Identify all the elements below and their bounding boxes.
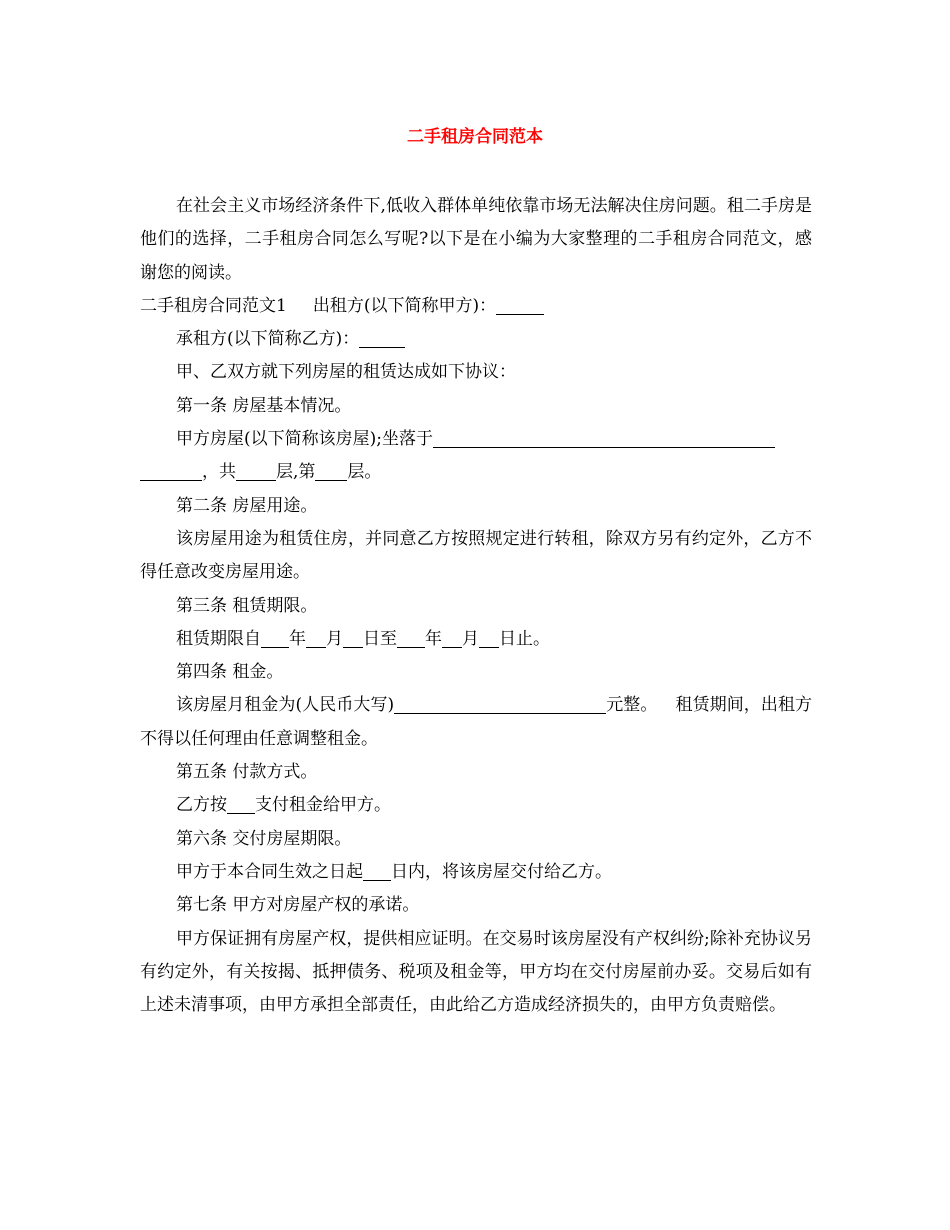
start-day-label: 日至 <box>363 628 397 649</box>
start-year-blank <box>261 627 289 648</box>
lessee-label: 承租方(以下简称乙方)： <box>176 329 360 350</box>
location-blank-continued <box>140 460 202 481</box>
lessee-blank <box>359 327 405 348</box>
rent-amount-blank <box>394 693 606 714</box>
end-day-label: 日止。 <box>499 628 550 649</box>
section-line <box>140 290 812 323</box>
article-3-heading: 第三条 租赁期限。 <box>176 595 318 616</box>
payment-prefix: 乙方按 <box>176 795 227 816</box>
lessor-label: 出租方(以下简称甲方)： <box>312 295 497 316</box>
intro-paragraph: 在社会主义市场经济条件下,低收入群体单纯依靠市场无法解决住房问题。租二手房是他们的选择，二手租房合同怎么写呢?以下是在小编为大家整理的二手租房合同范文，感谢您的阅读。 <box>140 196 812 283</box>
lessee-line <box>140 323 812 356</box>
floor-number-label: 层,第 <box>276 462 316 483</box>
article-5-text <box>140 789 812 822</box>
rent-adjust-clause: 租赁期间，出租方不得以任何理由任意调整租金。 <box>140 695 813 749</box>
article-6-heading: 第六条 交付房屋期限。 <box>176 828 352 849</box>
article-3-text <box>140 623 812 656</box>
document-title: 二手租房合同范本 <box>407 127 543 147</box>
article-1-location <box>140 423 812 456</box>
delivery-days-blank <box>363 860 391 881</box>
article-4-heading: 第四条 租金。 <box>176 662 284 683</box>
start-year-label: 年 <box>289 628 306 649</box>
end-month-blank <box>442 627 462 648</box>
article-1-text: 甲方房屋(以下简称该房屋);坐落于 <box>176 429 433 450</box>
end-month-label: 月 <box>462 628 479 649</box>
article-2-text: 该房屋用途为租赁住房，并同意乙方按照规定进行转租，除双方另有约定外，乙方不得任意改变房屋用途。 <box>140 528 812 583</box>
floor-number-blank <box>315 460 347 481</box>
end-year-blank <box>397 627 425 648</box>
section-label: 二手租房合同范文1 <box>140 295 287 316</box>
end-year-label: 年 <box>425 628 442 649</box>
article-7-heading: 第七条 甲方对房屋产权的承诺。 <box>176 895 420 916</box>
article-1-heading: 第一条 房屋基本情况。 <box>176 395 352 416</box>
end-day-blank <box>479 627 499 648</box>
delivery-prefix: 甲方于本合同生效之日起 <box>176 861 363 882</box>
article-1-floors <box>140 456 812 489</box>
article-5-heading: 第五条 付款方式。 <box>176 762 318 783</box>
lease-term-prefix: 租赁期限自 <box>176 628 261 649</box>
delivery-suffix: 日内，将该房屋交付给乙方。 <box>391 861 612 882</box>
article-6-text <box>140 856 812 889</box>
payment-blank <box>227 793 255 814</box>
document-body <box>140 190 812 1022</box>
agreement-line: 甲、乙双方就下列房屋的租赁达成如下协议： <box>176 362 516 383</box>
article-4-text <box>140 689 812 756</box>
start-month-label: 月 <box>326 628 343 649</box>
floors-total-label: ，共 <box>202 462 236 483</box>
floor-suffix: 层。 <box>347 462 382 483</box>
start-day-blank <box>343 627 363 648</box>
rent-amount-suffix: 元整。 <box>606 695 658 716</box>
floors-total-blank <box>236 460 276 481</box>
location-blank <box>433 427 775 448</box>
article-2-heading: 第二条 房屋用途。 <box>176 495 318 516</box>
start-month-blank <box>306 627 326 648</box>
rent-amount-label: 该房屋月租金为(人民币大写) <box>176 695 395 716</box>
payment-suffix: 支付租金给甲方。 <box>255 795 391 816</box>
article-7-text: 甲方保证拥有房屋产权，提供相应证明。在交易时该房屋没有产权纠纷;除补充协议另有约定外，有关按揭、抵押债务、税项及租金等，甲方均在交付房屋前办妥。交易后如有上述未清事项，由甲方承担全部责任，由此给乙方造成经济损失的，由甲方负责赔偿。 <box>140 928 812 1016</box>
lessor-blank <box>496 294 544 315</box>
